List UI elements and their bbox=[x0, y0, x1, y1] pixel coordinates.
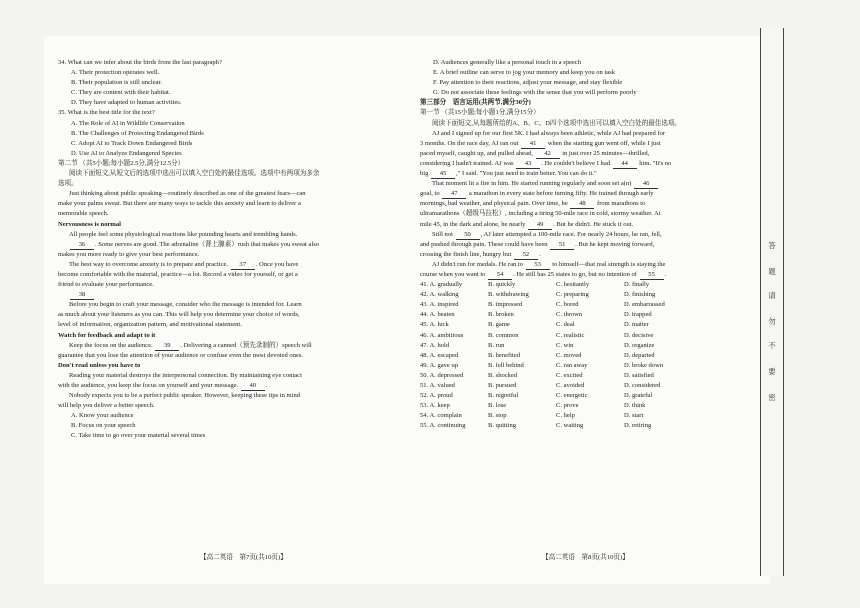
choice-c: C. deal bbox=[556, 321, 575, 329]
cloze-line: mile 45, in the dark and alone, he nearly bbox=[420, 220, 526, 228]
choice-c: C. realistic bbox=[556, 331, 585, 339]
choice-c: C. prove bbox=[556, 402, 579, 410]
q35-option-b: B. The Challenges of Protecting Endangered Birds bbox=[71, 129, 204, 137]
blank-46: 46 bbox=[634, 180, 658, 189]
choice-row-43 bbox=[420, 300, 752, 310]
paragraph-line: with the audience, you keep the focus on yourself and your message. bbox=[58, 382, 239, 389]
blank-38: 38 bbox=[70, 291, 94, 300]
choice-c: C. bored bbox=[556, 301, 579, 309]
blank-44: 44 bbox=[613, 160, 637, 169]
q35-option-a: A. The Role of AI in Wildlife Conservation bbox=[71, 119, 185, 127]
paragraph-line: Keep the focus on the audience. bbox=[69, 341, 153, 349]
choice-option-d: D. Audiences generally like a personal touch in a speech bbox=[433, 59, 581, 66]
choice-b: B. common bbox=[488, 331, 519, 339]
cloze-line: to himself—that real strength is staying the bbox=[552, 260, 666, 268]
choice-a: 51. A. valued bbox=[420, 382, 455, 389]
blank-39: 39 bbox=[155, 342, 179, 351]
choice-row-55 bbox=[420, 421, 752, 431]
margin-char: 密 bbox=[768, 393, 776, 402]
blank-54: 54 bbox=[488, 271, 512, 280]
choice-a: 52. A. proud bbox=[420, 392, 453, 400]
margin-char: 题 bbox=[768, 267, 776, 276]
choice-row-41 bbox=[420, 280, 752, 290]
cloze-line: course when you want to bbox=[420, 270, 486, 278]
choice-row-52 bbox=[420, 391, 752, 401]
q34-option-c: C. They are content with their habitat. bbox=[71, 89, 171, 97]
choice-b: B. stop bbox=[488, 412, 507, 420]
choice-d: D. finishing bbox=[624, 291, 656, 299]
choice-b: B. quickly bbox=[488, 281, 516, 289]
choice-c: C. thrown bbox=[556, 311, 583, 319]
choice-b: B. shocked bbox=[488, 371, 518, 379]
choice-d: D. grateful bbox=[624, 392, 653, 400]
blank-40: 40 bbox=[241, 382, 265, 391]
q34-stem: 34. What can we infer about the birds from the last paragraph? bbox=[58, 59, 222, 66]
blank-55: 55 bbox=[640, 271, 664, 280]
choice-a: 44. A. beaten bbox=[420, 311, 455, 319]
cloze-line: him. "It's no bbox=[639, 159, 672, 167]
cloze-line: . But he didn't. He stuck it out. bbox=[553, 220, 634, 228]
paragraph-line: level of information, organization pattern, and motivational statement. bbox=[58, 321, 242, 329]
choice-row-44 bbox=[420, 310, 752, 320]
blank-43: 43 bbox=[516, 160, 540, 169]
choice-d: D. embarrassed bbox=[624, 301, 665, 309]
choice-b: B. regretful bbox=[488, 392, 519, 400]
choice-a: 55. A. continuing bbox=[420, 422, 466, 430]
section1-instructions: 阅读下面短文,从每题所给的A、B、C、D四个选项中选出可以填入空白处的最佳选项。 bbox=[432, 119, 681, 127]
page-footer-7: 【高二英语 第7页(共10页)】 bbox=[200, 554, 287, 561]
choice-d: D. considered bbox=[624, 382, 661, 389]
cloze-line: Still not bbox=[432, 230, 453, 238]
q35-option-c: C. Adopt AI to Track Down Endangered Birds bbox=[71, 139, 193, 147]
cloze-line: . But he kept moving forward, bbox=[575, 240, 655, 248]
choice-row-49 bbox=[420, 361, 752, 371]
cloze-line: . He couldn't believe I had bbox=[541, 159, 610, 167]
cloze-line: when the starting gun went off, while I just bbox=[547, 139, 661, 147]
choice-b: B. benefited bbox=[488, 351, 520, 359]
q34-option-d: D. They have adapted to human activities. bbox=[71, 99, 182, 107]
choice-row-54 bbox=[420, 411, 752, 421]
choice-a: 54. A. complain bbox=[420, 412, 462, 420]
cloze-line: . bbox=[538, 250, 541, 258]
choice-d: D. start bbox=[624, 412, 644, 420]
paragraph-line: All people feel some physiological reactions like pounding hearts and trembling hands. bbox=[69, 230, 298, 238]
choice-b: B. lose bbox=[488, 402, 507, 410]
blank-47: 47 bbox=[442, 190, 466, 199]
cloze-line: . bbox=[664, 270, 667, 278]
choice-b: B. game bbox=[488, 321, 510, 329]
choice-d: D. organize bbox=[624, 341, 655, 349]
choice-a: 47. A. hold bbox=[420, 341, 450, 349]
blank-42: 42 bbox=[536, 150, 560, 159]
choice-d: D. think bbox=[624, 402, 646, 410]
choice-row-51 bbox=[420, 381, 752, 391]
choice-c: C. energetic bbox=[556, 392, 588, 400]
choice-d: D. departed bbox=[624, 351, 655, 359]
choice-d: D. matter bbox=[624, 321, 649, 329]
cloze-line: AJ and I signed up for our first 5K. I had always been athletic, while AJ had prepared for bbox=[432, 129, 666, 137]
paragraph-line: . Once you have bbox=[255, 260, 299, 268]
paragraph-line: Just thinking about public speaking—routinely described as one of the greatest fears—can bbox=[69, 190, 306, 198]
blank-48: 48 bbox=[570, 200, 594, 209]
paragraph-line: as much about your listeners as you can. This will help you determine your choice of words, bbox=[58, 311, 300, 319]
subheading-feedback: Watch for feedback and adapt to it bbox=[58, 331, 156, 339]
binding-margin bbox=[760, 28, 784, 576]
cloze-line: big bbox=[420, 170, 429, 178]
choice-d: D. trapped bbox=[624, 311, 652, 319]
choice-b: B. impressed bbox=[488, 301, 523, 309]
paragraph-line: make your palms sweat. But there are many ways to tackle this anxiety and learn to deliver a bbox=[58, 200, 301, 208]
subheading-dont-read: Don't read unless you have to bbox=[58, 361, 141, 369]
cloze-line: and pushed through pain. These could have been bbox=[420, 240, 548, 248]
paragraph-line: Before you begin to craft your message, consider who the message is intended for. Learn bbox=[69, 301, 302, 309]
choice-d: D. broke down bbox=[624, 361, 664, 369]
choice-d: D. finally bbox=[624, 281, 650, 289]
cloze-line: in just over 25 minutes—thrilled, bbox=[562, 149, 650, 157]
left-column bbox=[58, 58, 400, 442]
choice-d: D. decisive bbox=[624, 331, 654, 339]
blank-41: 41 bbox=[521, 140, 545, 149]
paragraph-line: makes you more ready to give your best performance. bbox=[58, 250, 200, 258]
choice-c: C. moved bbox=[556, 351, 582, 359]
paragraph-line: Nobody expects you to be a perfect public speaker. However, keeping these tips in mind bbox=[69, 392, 300, 400]
cloze-line: . He still has 25 states to go, but no intention of bbox=[513, 270, 637, 278]
choice-c: C. hesitantly bbox=[556, 281, 590, 289]
q35-option-d: D. Use AI to Analyze Endangered Species bbox=[71, 149, 182, 157]
choice-option-b: B. Focus on your speech bbox=[71, 422, 136, 430]
section2-instructions-cont: 选项。 bbox=[58, 180, 78, 188]
choice-a: 46. A. ambitious bbox=[420, 331, 464, 339]
choice-c: C. help bbox=[556, 412, 575, 420]
blank-36: 36 bbox=[70, 241, 94, 250]
choice-c: C. excited bbox=[556, 371, 583, 379]
cloze-line: considering I hadn't trained. AJ was bbox=[420, 159, 514, 167]
choice-option-a: A. Know your audience bbox=[71, 412, 134, 420]
choice-row-53 bbox=[420, 401, 752, 411]
part3-heading: 第三部分 语言运用(共两节,满分30分) bbox=[420, 99, 531, 107]
q34-option-b: B. Their population is still unclear. bbox=[71, 79, 162, 87]
paragraph-line: Reading your material destroys the interpersonal connection. By maintaining eye contact bbox=[69, 371, 302, 379]
cloze-line: ," I said. "You just need to train better. You can do it." bbox=[456, 170, 597, 178]
choice-c: C. avoided bbox=[556, 382, 585, 389]
cloze-line: That moment lit a fire in him. He started running regularly and soon set a(n) bbox=[432, 180, 632, 188]
margin-char: 答 bbox=[768, 241, 776, 250]
cloze-line: , AJ later attempted a 100-mile race. For nearly 24 hours, he ran, fell, bbox=[480, 230, 662, 238]
choice-a: 53. A. keep bbox=[420, 402, 450, 410]
cloze-line: ultramarathons（超级马拉松）, including a tiring 50-mile race in cold, stormy weather. At bbox=[420, 210, 661, 218]
choice-b: B. fell behind bbox=[488, 361, 524, 369]
choice-c: C. preparing bbox=[556, 291, 589, 299]
paragraph-line: will help you deliver a better speech. bbox=[58, 402, 155, 410]
choice-row-47 bbox=[420, 341, 752, 351]
paragraph-line: . bbox=[265, 382, 268, 389]
section2-heading: 第二节 （共5小题;每小题2.5分,满分12.5分） bbox=[58, 159, 185, 167]
choice-row-48 bbox=[420, 351, 752, 361]
cloze-line: 3 months. On the race day, AJ ran out bbox=[420, 139, 519, 147]
blank-37: 37 bbox=[231, 261, 255, 270]
choice-b: B. run bbox=[488, 341, 505, 349]
paragraph-line: . Some nerves are good. The adrenaline（肾上腺素）rush that makes you sweat also bbox=[95, 240, 320, 248]
choice-a: 45. A. luck bbox=[420, 321, 449, 329]
right-column bbox=[420, 58, 752, 431]
cloze-line: paced myself, caught up, and pulled ahead, bbox=[420, 149, 533, 157]
blank-50: 50 bbox=[456, 231, 480, 240]
blank-51: 51 bbox=[550, 241, 574, 250]
choice-option-f: F. Pay attention to their reactions, adjust your message, and stay flexible bbox=[433, 79, 623, 87]
choice-option-e: E. A brief outline can serve to jog your memory and keep you on task bbox=[433, 69, 615, 77]
choice-a: 41. A. gradually bbox=[420, 281, 463, 289]
cloze-line: from marathons to bbox=[597, 200, 646, 208]
q35-stem: 35. What is the best title for the text? bbox=[58, 109, 155, 117]
section2-instructions: 阅读下面短文,从短文后的选项中选出可以填入空白处的最佳选项。选项中有两项为多余 bbox=[69, 170, 320, 178]
choice-option-c: C. Take time to go over your material several times bbox=[71, 432, 206, 440]
choice-row-50 bbox=[420, 371, 752, 381]
margin-char: 要 bbox=[768, 367, 776, 376]
choice-b: B. quitting bbox=[488, 422, 517, 430]
subheading-nervousness: Nervousness is normal bbox=[58, 220, 121, 228]
margin-char: 勿 bbox=[768, 317, 776, 326]
choice-a: 48. A. escaped bbox=[420, 351, 459, 359]
blank-49: 49 bbox=[528, 221, 552, 230]
choice-option-g: G. Do not associate these feelings with the sense that you will perform poorly bbox=[433, 89, 637, 97]
choice-d: D. retiring bbox=[624, 422, 652, 430]
cloze-line: goal, to bbox=[420, 190, 440, 198]
choice-a: 49. A. gave up bbox=[420, 361, 459, 369]
paragraph-line: guarantee that you lose the attention of your audience or confuse even the most devoted ones. bbox=[58, 351, 304, 359]
choice-b: B. withdrawing bbox=[488, 291, 529, 299]
choice-d: D. satisfied bbox=[624, 371, 654, 379]
choice-c: C. win bbox=[556, 341, 574, 349]
section1-heading: 第一节 （共15小题;每小题1分,满分15分） bbox=[420, 109, 540, 117]
paragraph-line: . Delivering a canned（预先录制的）speech will bbox=[180, 341, 312, 349]
margin-char: 不 bbox=[768, 341, 776, 350]
page-footer-8: 【高二英语 第8页(共10页)】 bbox=[542, 554, 629, 561]
paragraph-line: The best way to overcome anxiety is to prepare and practice. bbox=[69, 260, 229, 268]
choice-c: C. ran away bbox=[556, 361, 588, 369]
q34-option-a: A. Their protection operates well. bbox=[71, 69, 160, 77]
paragraph-line: friend to evaluate your performance. bbox=[58, 281, 154, 289]
blank-52: 52 bbox=[514, 251, 538, 260]
blank-45: 45 bbox=[431, 170, 455, 179]
choice-a: 50. A. depressed bbox=[420, 371, 464, 379]
choice-row-45 bbox=[420, 320, 752, 330]
cloze-line: crossing the finish line, hungry but bbox=[420, 250, 512, 258]
choice-a: 42. A. walking bbox=[420, 291, 459, 299]
choice-b: B. pursued bbox=[488, 382, 517, 389]
paragraph-line: memorable speech. bbox=[58, 210, 109, 218]
choice-row-42 bbox=[420, 290, 752, 300]
cloze-line: AJ didn't run for medals. He ran to bbox=[432, 260, 523, 268]
choice-c: C. waiting bbox=[556, 422, 584, 430]
blank-53: 53 bbox=[526, 261, 550, 270]
cloze-line: a marathon in every state before turning fifty. He trained through early bbox=[468, 190, 654, 198]
margin-char: 请 bbox=[768, 291, 776, 300]
choice-a: 43. A. inspired bbox=[420, 301, 459, 309]
paragraph-line: become comfortable with the material, practice—a lot. Record a video for yourself, or get a bbox=[58, 270, 298, 278]
choice-b: B. broken bbox=[488, 311, 514, 319]
cloze-line: mornings, bad weather, and physical pain. Over time, he bbox=[420, 200, 568, 208]
choice-row-46 bbox=[420, 331, 752, 341]
